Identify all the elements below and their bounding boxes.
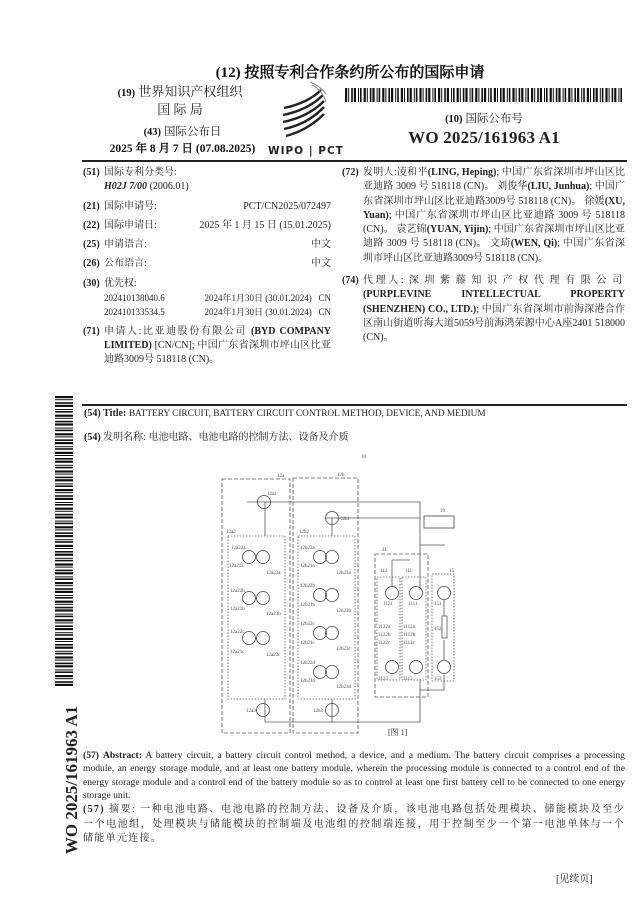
transistor-symbol [410,587,423,600]
figure-label-10: 10 [361,455,366,460]
transistor-symbol [326,627,339,640]
figure-label-12b: 12b [337,473,345,478]
field-label: 申请语言: [104,239,147,251]
figure-label-12b21b: 12b21b [300,603,315,608]
inventor-address: ; 中国广东省深圳市坪山区比亚迪路3009号 518118 (CN)。 [363,238,626,264]
agent-address: ; 中国广东省深圳市前海深港合作区南山街道听海大道5059号前海鸿荣源中心A座2401 518000 (CN)。 [363,303,625,344]
field-code: (71) [83,325,100,337]
priority-row [83,291,331,305]
inventor-name-cn: 刘俊华 [497,181,528,193]
applicant-name-en: (BYD COMPANY LIMITED) [104,325,332,351]
ipc-class: H02J 7/00 [104,181,148,193]
figure-label-12b21d: 12b21d [300,679,315,684]
transistor-symbol [314,551,327,564]
transistor-symbol [326,666,339,679]
pub-date-code: (43) [143,127,162,138]
ipc-field [83,166,331,195]
transistor-symbol [257,551,270,564]
field-code: (26) [83,258,100,270]
field-label: 发明名称: [103,432,146,443]
pub-date: 2025 年 8 月 7 日 (07.08.2025) [109,143,256,155]
organization-block [100,84,260,118]
transistor-symbol [257,704,270,717]
figure-label-1122b: 1122b [378,633,391,638]
application-number-field [83,200,331,214]
figure-label-12b22a: 12b22a [300,546,315,551]
title-divider [82,404,627,406]
transistor-symbol [314,666,327,679]
figure-label-12b3: 12b3 [313,709,323,714]
figure-label-1112c: 1112c [403,641,415,646]
figure-label-12a23c: 12a23c [266,653,281,658]
org-name: 世界知识产权组织 [138,84,243,99]
transistor-symbol [257,632,270,645]
transistor-symbol [438,587,451,600]
figure-label-12a21a: 12a21a [229,564,244,569]
priority-number: 202410138040.6 [104,293,165,304]
field-label: 国际专利分类号: [104,167,177,178]
transistor-symbol [257,592,270,605]
transistor-symbol [314,589,327,602]
field-value: 中文 [311,258,331,270]
figure-label-12b22d: 12b22d [300,661,315,666]
applicant-field [83,325,331,368]
continued-marker: [见续页] [556,874,593,885]
field-value: 2025 年 1 月 15 日 (15.01.2025) [199,219,331,231]
priority-country: CN [318,307,331,318]
publication-date-block [95,124,270,157]
group-box-12a2 [228,536,285,699]
wipo-globe-icon [272,80,344,140]
resistor-152 [442,616,447,638]
applicant-name-cn: 比亚迪股份有限公司 [141,325,247,337]
figure-label-12b21c: 12b21c [300,641,315,646]
figure-label-12b23a: 12b23a [336,571,351,576]
org-code: (19) [117,88,136,99]
priority-field [83,277,331,320]
pub-date-label: 国际公布日 [163,126,222,138]
figure-label-15: 15 [449,569,454,574]
figure-label-111: 111 [405,569,413,574]
field-label: 代理人: [363,275,404,287]
transistor-symbol [410,661,423,674]
header-divider [82,160,627,162]
barcode-side [55,396,73,688]
inventor-name-en: (LIU, Junhua) [527,181,590,193]
transistor-symbol [243,551,256,564]
inventor-name-cn: 文琦 [489,238,511,250]
figure-label-12b23c: 12b23c [336,647,351,652]
figure-1-circuit-diagram [215,450,465,740]
field-code: (30) [83,277,100,289]
pub-no: WO 2025/161963 A1 [408,128,560,147]
figure-label-112: 112 [380,569,388,574]
transistor-symbol [386,661,399,674]
abstract-en-text: A battery circuit, a battery circuit control method, a device, and a medium. The battery circuit comprises a processing module, an energy storage module, and at least one battery module, wherein the processing module is connected to a control end of the energy storage module and a control end of the battery module so as to control at least one first battery cell to be connected to one energy storage unit. [83,750,625,802]
inventors-field [342,166,625,266]
agent-field [342,274,625,345]
field-label: 优先权: [104,277,137,289]
inventor-name-en: (LING, Heping) [427,167,497,178]
field-label: Abstract: [103,750,142,761]
title-cn [84,428,348,443]
figure-label-12a23b: 12a23b [266,612,281,617]
field-code: (72) [342,167,359,178]
priority-number: 202410133534.5 [104,307,165,318]
figure-label-12a22a: 12a22a [231,546,246,551]
abstract-cn-text: 一种电池电路、电池电路的控制方法、设备及介质，该电池电路包括处理模块、储能模块及至少一个电池组，处理模块与储能模块的控制端及电池组的控制端连接，用于控制至少一个第一电池单体与一个储能单元连接。 [83,804,625,844]
figure-label-12a21b: 12a21b [230,607,245,612]
figure-label-153: 153 [434,677,442,682]
figure-label-152: 152 [434,627,442,632]
field-label: Title: [103,408,127,419]
logo-text: WIPO | PCT [268,145,344,157]
field-code: (54) [84,432,101,443]
field-code: (74) [342,275,359,287]
title-en-text: BATTERY CIRCUIT, BATTERY CIRCUIT CONTROL METHOD, DEVICE, AND MEDIUM [128,409,486,419]
figure-label-12a3: 12a3 [246,709,256,714]
figure-label-1113: 1113 [403,677,413,682]
application-date-field [83,219,331,233]
field-code: (57) [83,804,105,815]
agent-name-en: (PURPLEVINE INTELLECTUAL PROPERTY (SHENZHEN) CO., LTD.) [363,289,625,315]
priority-row [83,305,331,319]
figure-label-19: 19 [440,509,445,514]
figure-label-1112b: 1112b [403,633,416,638]
field-label: 公布语言: [104,258,147,270]
figure-label-12a2: 12a2 [226,530,236,535]
applicant-address: [CN/CN]; 中国广东省深圳市坪山区比亚迪路3009号 518118 (CN)。 [104,339,331,366]
box-19 [424,516,454,528]
figure-label-151: 151 [434,602,442,607]
figure-label-12b1: 12b1 [340,517,350,522]
priority-date: 2024年1月30日 (30.01.2024) [204,293,312,304]
inventor-address: ; 中国广东省深圳市坪山区比亚迪路 3009 号 518118 (CN)。 [363,209,625,236]
doc-type-text: (12) 按照专利合作条约所公布的国际申请 [215,65,485,81]
inventor-address: ; 中国广东省深圳市坪山区比亚迪路 3009 号 518118 (CN)。 [363,167,626,193]
publication-number-block [345,110,623,148]
pub-no-label: 国际公布号 [465,113,523,125]
document-type-heading [0,61,640,82]
figure-label-12b22b: 12b22b [300,584,315,589]
field-code: (21) [83,200,100,212]
figure-label-12b2: 12b2 [299,530,309,535]
inventor-address: ; 中国广东省深圳市坪山区比亚迪路3009号 518118 (CN)。 [363,181,625,207]
figure-label-12a21c: 12a21c [230,650,245,655]
bibliographic-right-column [342,166,625,351]
figure-label-12a: 12a [277,474,285,479]
transistor-symbol [438,661,451,674]
inventor-name-cn: 徐媛 [584,195,605,207]
inventor-name-cn: 袁艺锦 [396,224,427,236]
field-code: (51) [83,167,100,178]
figure-label-1112a: 1112a [403,625,415,630]
field-label: 申请人: [104,325,142,337]
abstract-cn [83,803,625,847]
figure-label-12a23a: 12a23a [266,571,281,576]
inventor-address: ; 中国广东省深圳市坪山区比亚迪路 3009 号 518118 (CN)。 [363,224,626,250]
field-label: 国际申请号: [104,200,157,212]
wipo-pct-logo [268,80,344,157]
transistor-symbol [386,587,399,600]
field-label: 国际申请日: [104,219,157,231]
agent-name-cn: 深圳紫藤知识产权代理有限公司 [408,275,626,287]
field-code: (54) [84,408,101,419]
title-cn-text: 电池电路、电池电路的控制方法、设备及介质 [148,432,349,443]
field-value: 中文 [311,239,331,251]
barcode-top [345,88,623,102]
figure-label-12b23b: 12b23b [336,609,351,614]
figure-label-1122c: 1122c [378,641,391,646]
figure-label-1121: 1121 [383,602,393,607]
field-label: 发明人: [363,167,397,178]
title-en [84,408,486,419]
transistor-symbol [326,589,339,602]
inventor-name-en: (XU, Yuan) [363,195,625,221]
priority-country: CN [318,293,331,304]
pub-no-code: (10) [445,114,463,125]
figure-label-12a1: 12a1 [267,492,277,497]
inventor-name-en: (WEN, Qi) [510,238,558,250]
org-bureau: 国 际 局 [157,102,203,117]
figure-label-12b23d: 12b23d [336,685,351,690]
figure-label-1122a: 1122a [378,625,391,630]
figure-label-12b21a: 12b21a [300,564,315,569]
figure-label-12a22c: 12a22c [230,630,245,635]
filing-language-field [83,238,331,252]
figure-label-1123: 1123 [378,677,388,682]
bibliographic-left-column [83,166,331,373]
field-label: 摘要: [108,804,137,815]
priority-date: 2024年1月30日 (30.01.2024) [204,307,312,318]
figure-label-11: 11 [382,548,387,553]
ipc-version: (2006.01) [147,181,189,193]
publication-language-field [83,257,331,271]
inventor-name-en: (YUAN, Yijin) [426,224,489,236]
side-publication-number: WO 2025/161963 A1 [62,705,81,855]
transistor-symbol [314,627,327,640]
figure-label-12b22c: 12b22c [300,622,315,627]
figure-label-1111: 1111 [408,602,418,607]
inventor-name-cn: 凌和平 [396,167,428,178]
field-code: (25) [83,239,100,251]
module-box-12a [222,479,290,733]
field-code: (57) [83,750,99,761]
figure-caption: [图 1] [388,728,408,737]
abstract-en [83,749,625,803]
transistor-symbol [326,551,339,564]
figure-label-12a22b: 12a22b [230,589,245,594]
field-code: (22) [83,219,100,231]
field-value: PCT/CN2025/072497 [243,200,331,212]
